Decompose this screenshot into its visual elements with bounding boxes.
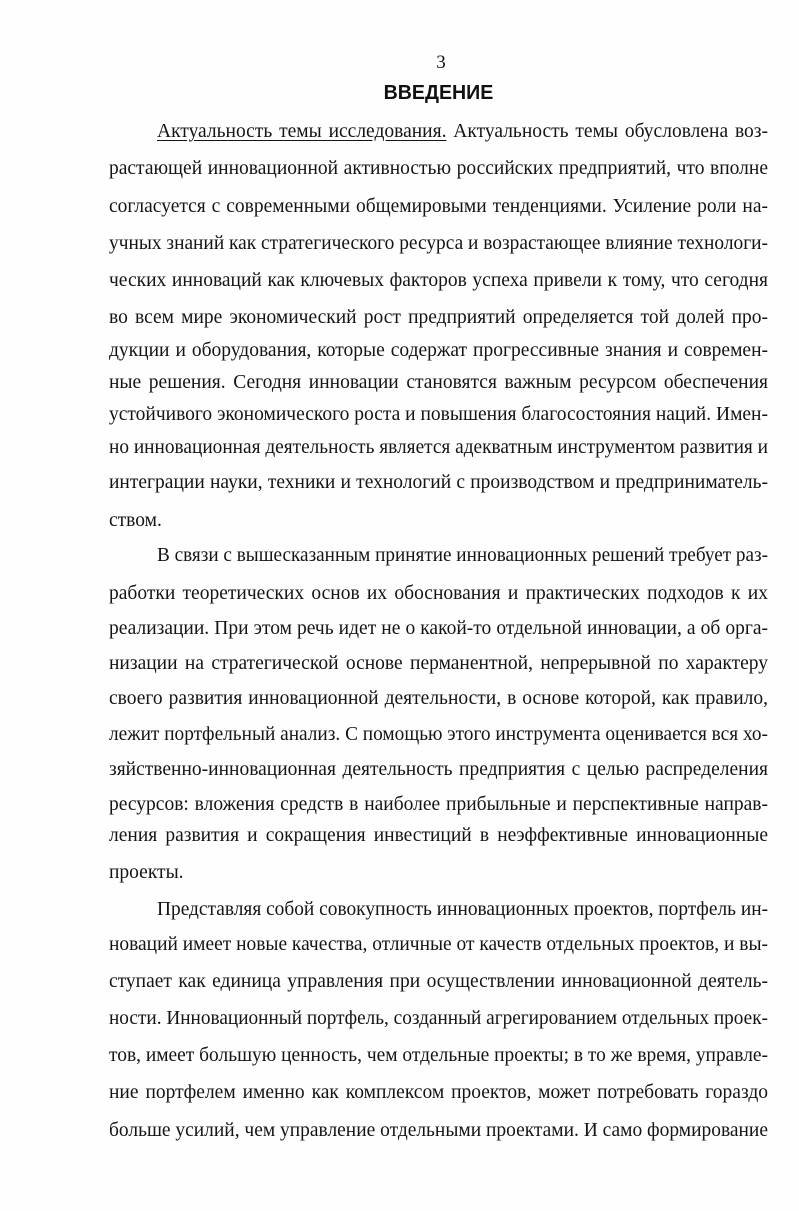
paragraph-2-line-8: ресурсов: вложения средств в наиболее прибыльные и перспективные направ- — [109, 794, 768, 815]
paragraph-2-line-4: низации на стратегической основе перманентной, непрерывной по характеру — [109, 653, 768, 674]
paragraph-1-line-11: интеграции науки, техники и технологий с производством и предприниматель- — [109, 472, 768, 493]
paragraph-2-line-2: работки теоретических основ их обоснования и практических подходов к их — [109, 583, 768, 604]
paragraph-1-line-7: дукции и оборудования, которые содержат прогрессивные знания и современ- — [109, 340, 768, 361]
paragraph-1-line-3: согласуется с современными общемировыми тенденциями. Усиление роли на- — [109, 196, 768, 217]
topic-relevance-label: Актуальность темы исследования. — [157, 121, 447, 142]
paragraph-1-line-12: ством. — [109, 510, 162, 531]
paragraph-2-line-7: зяйственно-инновационная деятельность предприятия с целью распределения — [109, 759, 768, 780]
paragraph-3-line-2: новаций имеет новые качества, отличные от качеств отдельных проектов, и вы- — [109, 934, 769, 955]
paragraph-1-line-2: растающей инновационной активностью российских предприятий, что вполне — [109, 158, 768, 179]
paragraph-2-line-1: В связи с вышесказанным принятие инновационных решений требует раз- — [157, 545, 769, 566]
line-text: Актуальность темы обусловлена воз- — [446, 121, 768, 142]
paragraph-1-line-8: ные решения. Сегодня инновации становятся важным ресурсом обеспечения — [109, 372, 768, 393]
paragraph-3-line-6: ние портфелем именно как комплексом проектов, может потребовать гораздо — [109, 1082, 768, 1103]
paragraph-3-line-3: ступает как единица управления при осуществлении инновационной деятель- — [109, 971, 768, 992]
paragraph-1-line-10: но инновационная деятельность является адекватным инструментом развития и — [109, 437, 768, 458]
paragraph-3-line-4: ности. Инновационный портфель, созданный агрегированием отдельных проек- — [109, 1008, 768, 1029]
section-heading: ВВЕДЕНИЕ — [383, 82, 494, 104]
page-number: 3 — [436, 52, 446, 73]
paragraph-1-line-1 — [157, 119, 768, 145]
paragraph-1-line-4: учных знаний как стратегического ресурса и возрастающее влияние технологи- — [109, 233, 768, 254]
paragraph-3-line-1: Представляя собой совокупность инновационных проектов, портфель ин- — [157, 899, 769, 920]
paragraph-2-line-9: ления развития и сокращения инвестиций в неэффективные инновационные — [109, 825, 768, 846]
paragraph-3-line-7: больше усилий, чем управление отдельными проектами. И само формирование — [109, 1120, 768, 1141]
paragraph-2-line-6: лежит портфельный анализ. С помощью этого инструмента оценивается вся хо- — [109, 724, 769, 745]
paragraph-3-line-5: тов, имеет большую ценность, чем отдельные проекты; в то же время, управле- — [109, 1045, 769, 1066]
paragraph-2-line-10: проекты. — [109, 862, 184, 883]
paragraph-1-line-5: ческих инноваций как ключевых факторов успеха привели к тому, что сегодня — [109, 270, 768, 291]
paragraph-1-line-9: устойчивого экономического роста и повышения благосостояния наций. Имен- — [109, 404, 768, 425]
paragraph-2-line-5: своего развития инновационной деятельности, в основе которой, как правило, — [109, 688, 768, 709]
paragraph-1-line-6: во всем мире экономический рост предприятий определяется той долей про- — [109, 307, 768, 328]
paragraph-2-line-3: реализации. При этом речь идет не о какой-то отдельной инновации, а об орга- — [109, 618, 768, 639]
